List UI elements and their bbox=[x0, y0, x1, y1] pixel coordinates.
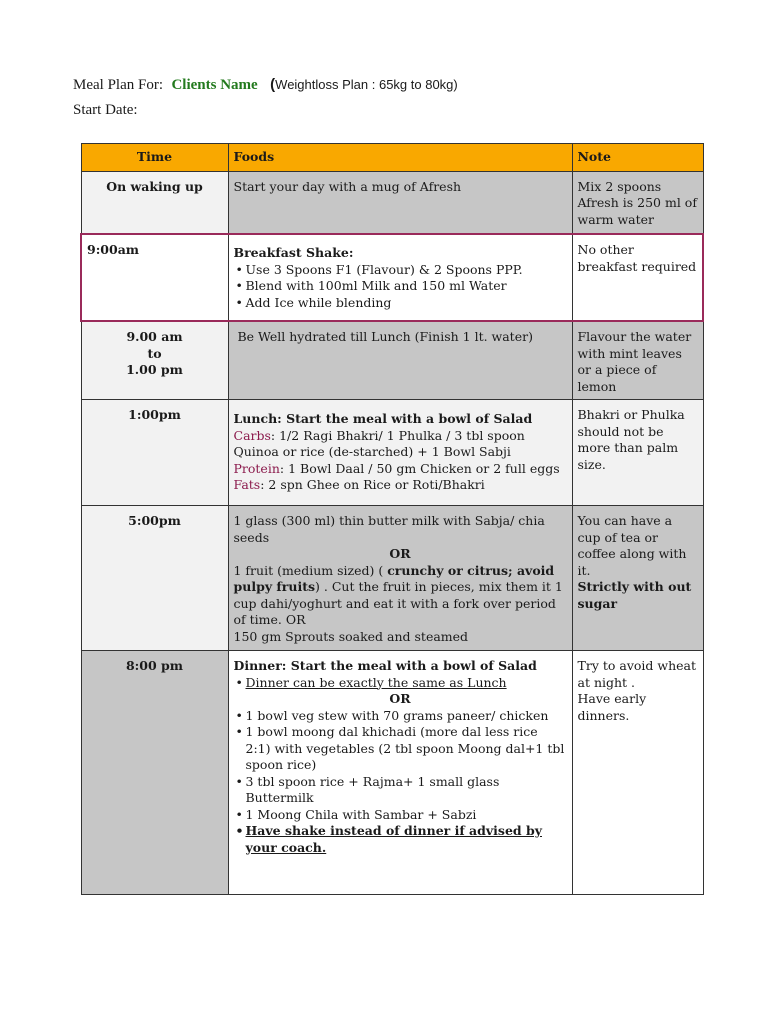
note-cell: No other breakfast required bbox=[572, 234, 703, 321]
table-row bbox=[81, 651, 703, 895]
note-bold: Strictly with out sugar bbox=[577, 579, 692, 611]
table-row bbox=[81, 171, 703, 234]
list-item: • Have shake instead of dinner if advised by your coach. bbox=[246, 823, 567, 856]
list-item: • 3 tbl spoon rice + Rajma+ 1 small glass Buttermilk bbox=[246, 774, 567, 807]
note-line: Try to avoid wheat at night . bbox=[577, 658, 697, 690]
note-line: Have early dinners. bbox=[577, 691, 647, 723]
list-item: • Add Ice while blending bbox=[246, 295, 567, 312]
note-cell: Flavour the water with mint leaves or a piece of lemon bbox=[572, 321, 703, 400]
or-label: OR bbox=[389, 546, 411, 561]
carbs-line bbox=[234, 428, 567, 461]
time-line: to bbox=[147, 345, 162, 361]
table-header-row bbox=[81, 144, 703, 172]
food-cell bbox=[228, 400, 572, 506]
or-label: OR bbox=[389, 691, 411, 706]
carbs-label: Carbs bbox=[233, 427, 271, 443]
time-cell: On waking up bbox=[81, 171, 228, 234]
list-item: • 1 bowl veg stew with 70 grams paneer/ chicken bbox=[246, 708, 567, 725]
lunch-title: Lunch: Start the meal with a bowl of Salad bbox=[233, 411, 533, 426]
note-cell bbox=[572, 506, 703, 651]
food-cell bbox=[228, 506, 572, 651]
fruit-bold: crunchy or citrus; avoid pulpy fruits bbox=[233, 562, 555, 594]
list-item: • Dinner can be exactly the same as Lunch bbox=[246, 675, 567, 692]
note-cell: Bhakri or Phulka should not be more than palm size. bbox=[572, 400, 703, 506]
dinner-list-1 bbox=[234, 675, 567, 692]
meal-plan-label: Meal Plan For: bbox=[73, 77, 163, 93]
table-row bbox=[81, 321, 703, 400]
column-header-note: Note bbox=[572, 144, 703, 172]
food-cell: Start your day with a mug of Afresh bbox=[228, 171, 572, 234]
breakfast-title: Breakfast Shake: bbox=[233, 245, 354, 260]
food-cell: Be Well hydrated till Lunch (Finish 1 lt. water) bbox=[228, 321, 572, 400]
plan-description bbox=[270, 77, 458, 92]
time-cell bbox=[81, 321, 228, 400]
meal-plan-header bbox=[73, 76, 458, 94]
list-item: • 1 bowl moong dal khichadi (more dal less rice 2:1) with vegetables (2 tbl spoon Moong dal+1 tbl spoon rice) bbox=[246, 724, 567, 774]
protein-line bbox=[234, 461, 567, 478]
time-line: 9.00 am bbox=[126, 329, 183, 344]
time-cell: 9:00am bbox=[81, 234, 228, 321]
carbs-text: : 1/2 Ragi Bhakri/ 1 Phulka / 3 tbl spoon Quinoa or rice (de-starched) + 1 Bowl Sabji bbox=[233, 427, 525, 459]
list-item: • Blend with 100ml Milk and 150 ml Water bbox=[246, 278, 567, 295]
fats-label: Fats bbox=[233, 477, 261, 492]
breakfast-list bbox=[234, 262, 567, 312]
fats-line bbox=[234, 477, 567, 494]
food-cell bbox=[228, 234, 572, 321]
table-row bbox=[81, 400, 703, 506]
start-date-label: Start Date: bbox=[73, 102, 138, 118]
fruit-line bbox=[234, 563, 567, 629]
time-cell: 1:00pm bbox=[81, 400, 228, 506]
sprouts-line: 150 gm Sprouts soaked and steamed bbox=[233, 628, 469, 644]
note-cell: Mix 2 spoons Afresh is 250 ml of warm water bbox=[572, 171, 703, 234]
note-cell bbox=[572, 651, 703, 895]
time-line: 1.00 pm bbox=[126, 362, 183, 377]
meal-plan-table bbox=[80, 143, 704, 895]
fruit-pre: 1 fruit (medium sized) ( bbox=[233, 562, 388, 578]
dinner-title: Dinner: Start the meal with a bowl of Salad bbox=[233, 658, 537, 673]
list-item: • 1 Moong Chila with Sambar + Sabzi bbox=[246, 807, 567, 824]
plan-text: Weightloss Plan : 65kg to 80kg) bbox=[275, 77, 458, 92]
fats-text: : 2 spn Ghee on Rice or Roti/Bhakri bbox=[260, 477, 485, 492]
dinner-list-2 bbox=[234, 708, 567, 857]
client-name: Clients Name bbox=[171, 77, 258, 93]
buttermilk-line: 1 glass (300 ml) thin butter milk with Sabja/ chia seeds bbox=[233, 513, 545, 545]
food-cell bbox=[228, 651, 572, 895]
open-paren: ( bbox=[270, 76, 276, 93]
table-row bbox=[81, 234, 703, 321]
note-text: You can have a cup of tea or coffee along with it. bbox=[577, 513, 687, 578]
table-row bbox=[81, 506, 703, 651]
time-cell: 5:00pm bbox=[81, 506, 228, 651]
column-header-foods: Foods bbox=[228, 144, 572, 172]
protein-text: : 1 Bowl Daal / 50 gm Chicken or 2 full eggs bbox=[279, 460, 560, 476]
fruit-post: ) . Cut the fruit in pieces, mix them it 1 cup dahi/yoghurt and eat it with a fork over period of time. OR bbox=[233, 579, 563, 627]
start-date-line bbox=[73, 102, 138, 119]
list-item: • Use 3 Spoons F1 (Flavour) & 2 Spoons PPP. bbox=[246, 262, 567, 279]
protein-label: Protein bbox=[233, 460, 280, 476]
column-header-time: Time bbox=[81, 144, 228, 172]
time-cell: 8:00 pm bbox=[81, 651, 228, 895]
